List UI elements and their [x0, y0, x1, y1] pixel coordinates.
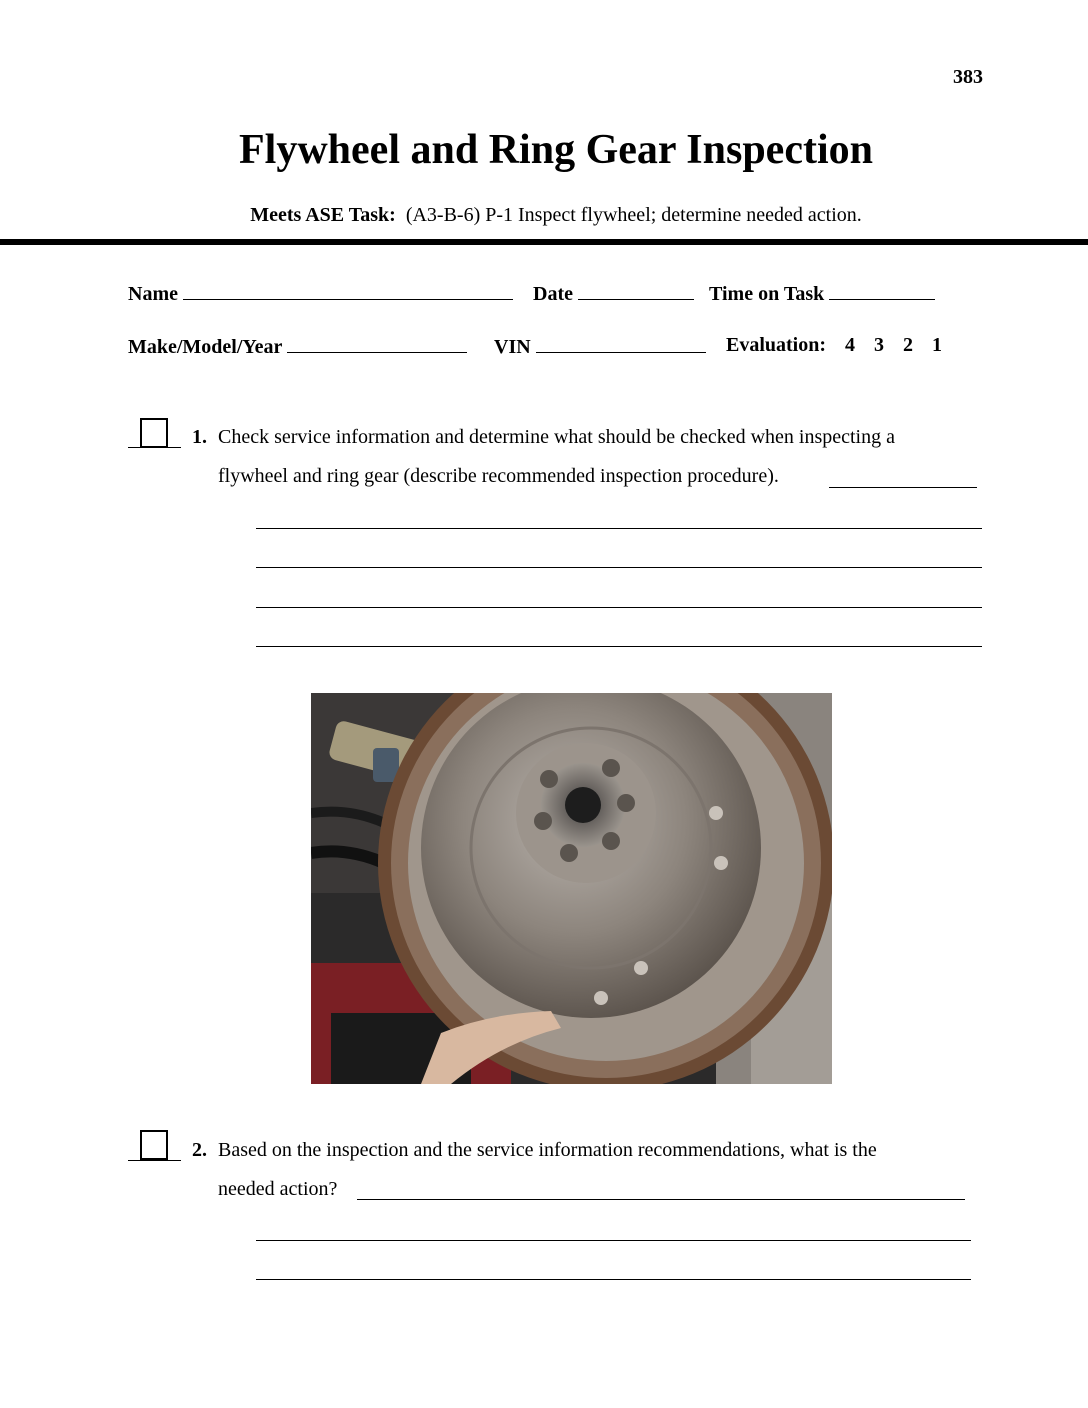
- ase-task-label: Meets ASE Task:: [250, 204, 396, 226]
- page-title: Flywheel and Ring Gear Inspection: [239, 127, 873, 173]
- question-1-answer-line-inline[interactable]: [829, 487, 977, 488]
- time-on-task-label: Time on Task: [709, 283, 825, 305]
- evaluation-score-4[interactable]: 4: [845, 334, 856, 356]
- make-model-year-input-line[interactable]: [287, 334, 467, 353]
- evaluation-group: [726, 334, 942, 357]
- question-1-answer-line[interactable]: [256, 607, 982, 608]
- question-2-text-line-2: needed action?: [218, 1178, 338, 1200]
- ase-task-text: (A3-B-6) P-1 Inspect flywheel; determine needed action.: [405, 204, 862, 226]
- question-2-answer-line[interactable]: [256, 1279, 971, 1280]
- name-label: Name: [128, 283, 178, 305]
- question-2-text-line-1: Based on the inspection and the service information recommendations, what is the: [218, 1139, 877, 1161]
- vin-field-group: [494, 334, 706, 359]
- vin-label: VIN: [494, 336, 531, 358]
- time-on-task-field-group: [709, 281, 935, 306]
- question-1-text-line-2: flywheel and ring gear (describe recommended inspection procedure).: [218, 465, 779, 487]
- flywheel-photo: [311, 693, 832, 1084]
- make-model-year-field-group: [128, 334, 467, 359]
- name-field-group: [128, 281, 513, 306]
- evaluation-score-3[interactable]: 3: [874, 334, 885, 356]
- flywheel-illustration: [311, 693, 832, 1084]
- question-2-checkbox-underline: [128, 1160, 181, 1161]
- time-on-task-input-line[interactable]: [829, 281, 935, 300]
- evaluation-score-1[interactable]: 1: [932, 334, 943, 356]
- question-1-number: 1.: [192, 426, 207, 448]
- date-label: Date: [533, 283, 573, 305]
- question-1-text-line-1: Check service information and determine what should be checked when inspecting a: [218, 426, 895, 448]
- question-2-checkbox[interactable]: [140, 1130, 168, 1160]
- page-number: 383: [953, 66, 983, 88]
- question-2-number: 2.: [192, 1139, 207, 1161]
- question-2-answer-line-inline[interactable]: [357, 1199, 965, 1200]
- question-1-checkbox[interactable]: [140, 418, 168, 448]
- make-model-year-label: Make/Model/Year: [128, 336, 283, 358]
- question-1-answer-line[interactable]: [256, 528, 982, 529]
- evaluation-label: Evaluation:: [726, 334, 827, 356]
- question-1-checkbox-underline: [128, 447, 181, 448]
- header-divider: [0, 239, 1088, 245]
- vin-input-line[interactable]: [536, 334, 706, 353]
- evaluation-score-2[interactable]: 2: [903, 334, 914, 356]
- question-2-answer-line[interactable]: [256, 1240, 971, 1241]
- date-input-line[interactable]: [578, 281, 694, 300]
- name-input-line[interactable]: [183, 281, 513, 300]
- date-field-group: [533, 281, 694, 306]
- ase-task-line: [0, 204, 1088, 227]
- question-1-answer-line[interactable]: [256, 646, 982, 647]
- question-1-answer-line[interactable]: [256, 567, 982, 568]
